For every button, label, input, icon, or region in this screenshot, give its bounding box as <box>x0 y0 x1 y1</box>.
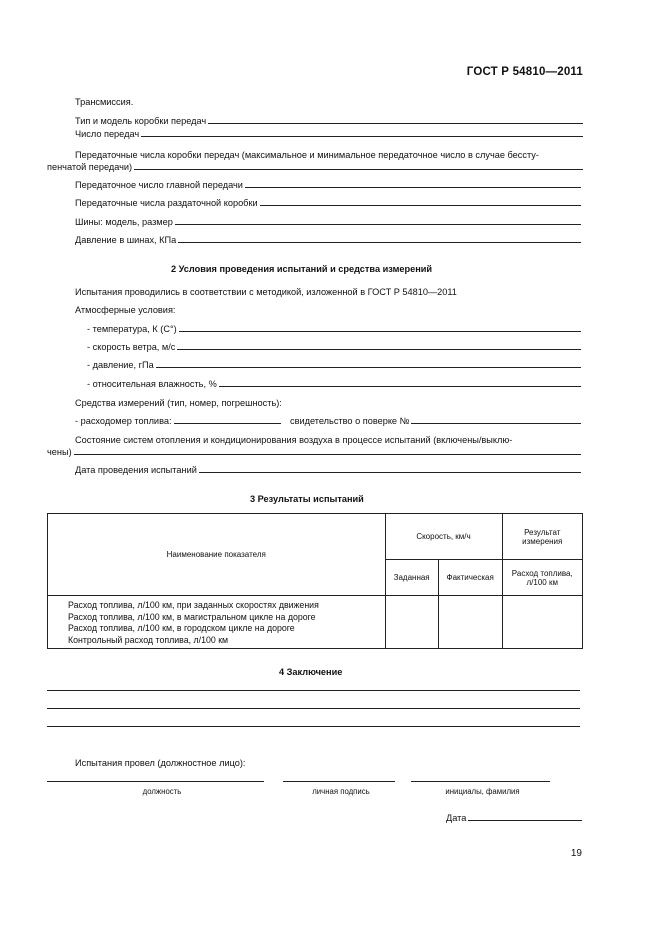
tires-blank <box>175 223 581 225</box>
flowmeter-label: - расходомер топлива: <box>75 416 172 426</box>
page-number: 19 <box>570 848 582 859</box>
table-row: Расход топлива, л/100 км, в магистральном цикле на дороге <box>68 611 316 622</box>
gears-count-blank <box>141 135 583 137</box>
wind-blank <box>177 348 581 350</box>
results-table <box>47 513 583 649</box>
pressure-blank <box>156 366 581 368</box>
gearbox-type-label: Тип и модель коробки передач <box>75 116 207 126</box>
humidity-line <box>87 379 581 389</box>
cell-actual-speed <box>438 596 502 649</box>
position-caption: должность <box>142 787 182 796</box>
section3-heading: 3 Результаты испытаний <box>250 494 364 504</box>
signature-blank <box>283 781 395 782</box>
table-row: Контрольный расход топлива, л/100 км <box>68 634 229 645</box>
cell-consumption <box>502 596 582 649</box>
document-code: ГОСТ Р 54810—2011 <box>466 66 583 78</box>
section4-heading: 4 Заключение <box>279 667 343 677</box>
col-result-header: Результат измерения <box>502 514 582 560</box>
gears-count-line <box>75 129 583 139</box>
conclusion-blank-2 <box>47 708 580 709</box>
gears-count-label: Число передач <box>75 129 140 139</box>
ratios-line <box>47 162 583 172</box>
transmission-title: Трансмиссия. <box>75 97 134 107</box>
ratios-label-line2: пенчатой передачи) <box>47 162 133 172</box>
wind-line <box>87 342 581 352</box>
test-date-blank <box>199 471 581 473</box>
hvac-label-line1: Состояние систем отопления и кондиционирования воздуха в процессе испытаний (включены/выклю- <box>75 435 513 445</box>
certificate-blank <box>411 422 581 424</box>
certificate-line <box>290 416 581 426</box>
conclusion-blank-3 <box>47 726 580 727</box>
certificate-label: свидетельство о поверке № <box>290 416 410 426</box>
table-row-indicators <box>48 596 386 649</box>
hvac-blank <box>74 453 581 455</box>
test-date-line <box>75 465 581 475</box>
main-gear-line <box>75 180 581 190</box>
transfer-box-line <box>75 198 581 208</box>
date-line <box>446 813 582 823</box>
subcol-set-speed: Заданная <box>385 560 438 596</box>
main-gear-label: Передаточное число главной передачи <box>75 180 243 190</box>
subcol-consumption: Расход топлива, л/100 км <box>502 560 582 596</box>
col-speed-header: Скорость, км/ч <box>385 514 502 560</box>
col-indicator-header: Наименование показателя <box>48 514 386 596</box>
flowmeter-line <box>75 416 281 426</box>
test-date-label: Дата проведения испытаний <box>75 465 197 475</box>
date-label: Дата <box>446 813 467 823</box>
name-blank <box>411 781 550 782</box>
gearbox-type-blank <box>208 122 583 124</box>
main-gear-blank <box>245 186 581 188</box>
section2-heading: 2 Условия проведения испытаний и средства измерений <box>171 264 433 274</box>
table-row: Расход топлива, л/100 км, при заданных скоростях движения <box>68 600 319 610</box>
humidity-blank <box>219 385 581 387</box>
pressure-line <box>87 360 581 370</box>
temperature-line <box>87 324 581 334</box>
conclusion-blank-1 <box>47 690 580 691</box>
signature-caption: личная подпись <box>312 787 370 796</box>
wind-label: - скорость ветра, м/с <box>87 342 176 352</box>
gearbox-type-line <box>75 116 583 126</box>
date-blank <box>468 819 582 821</box>
instruments-label: Средства измерений (тип, номер, погрешность): <box>75 398 282 408</box>
atmo-label: Атмосферные условия: <box>75 305 176 315</box>
pressure-label: - давление, гПа <box>87 360 154 370</box>
ratios-label-line1: Передаточные числа коробки передач (максимальное и минимальное передаточное число в случае бессту- <box>75 150 539 160</box>
cell-set-speed <box>385 596 438 649</box>
tires-label: Шины: модель, размер <box>75 217 173 227</box>
tires-line <box>75 217 581 227</box>
ratios-blank <box>134 168 583 170</box>
name-caption: инициалы, фамилия <box>445 787 520 796</box>
flowmeter-blank <box>174 422 281 424</box>
hvac-line <box>47 447 581 457</box>
temperature-label: - температура, К (С°) <box>87 324 177 334</box>
tire-pressure-blank <box>178 241 581 243</box>
humidity-label: - относительная влажность, % <box>87 379 217 389</box>
position-blank <box>47 781 264 782</box>
transfer-box-blank <box>260 204 581 206</box>
hvac-label-line2: чены) <box>47 447 72 457</box>
subcol-actual-speed: Фактическая <box>438 560 502 596</box>
transfer-box-label: Передаточные числа раздаточной коробки <box>75 198 258 208</box>
method-text: Испытания проводились в соответствии с методикой, изложенной в ГОСТ Р 54810—2011 <box>75 287 457 297</box>
table-row: Расход топлива, л/100 км, в городском цикле на дороге <box>68 623 295 633</box>
temperature-blank <box>179 330 581 332</box>
tire-pressure-line <box>75 235 581 245</box>
tire-pressure-label: Давление в шинах, КПа <box>75 235 177 245</box>
conducted-by-label: Испытания провел (должностное лицо): <box>75 758 246 768</box>
